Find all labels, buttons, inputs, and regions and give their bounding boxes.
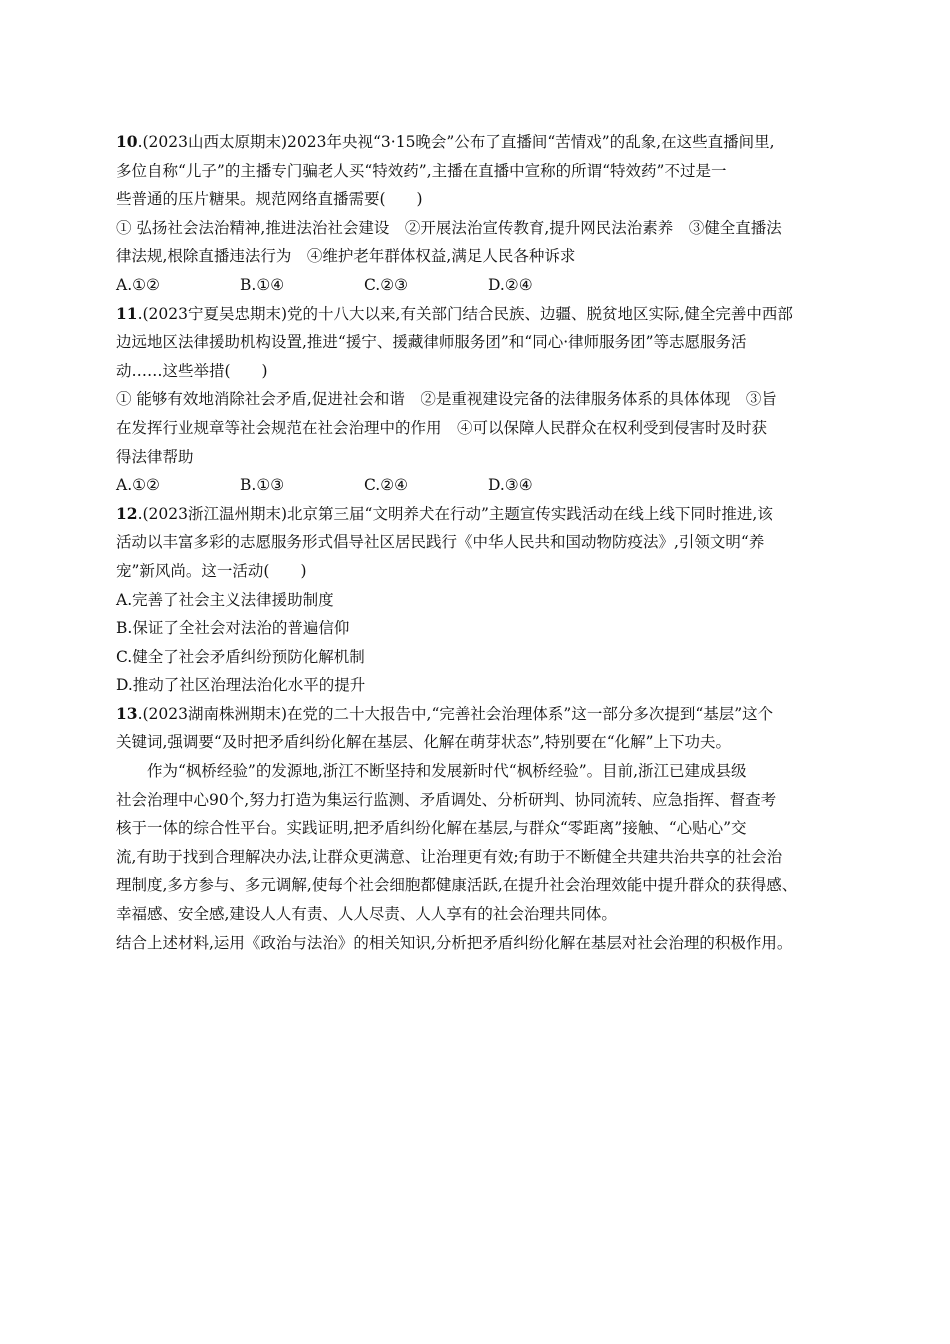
option-b: B.①④ [240,275,285,294]
statement-line: ① 弘扬社会法治精神,推进法治社会建设 ②开展法治宣传教育,提升网民法治素养 ③健全直播法 [116,218,782,237]
material-line: 社会治理中心90个,努力打造为集运行监测、矛盾调处、分析研判、协同流转、应急指挥、督查考 [116,790,777,809]
answer-options [116,471,844,500]
question-number: 13 [116,703,138,723]
statement-line: 在发挥行业规章等社会规范在社会治理中的作用 ④可以保障人民群众在权利受到侵害时及时获 [116,418,768,437]
material-line: 作为“枫桥经验”的发源地,浙江不断坚持和发展新时代“枫桥经验”。目前,浙江已建成县级 [147,762,747,781]
material-line: 流,有助于找到合理解决办法,让群众更满意、让治理更有效;有助于不断健全共建共治共享的社会治 [116,847,783,866]
choice-b: B.保证了全社会对法治的普遍信仰 [116,619,350,638]
choice-c: C.健全了社会矛盾纠纷预防化解机制 [116,647,365,666]
option-d: D.③④ [488,476,533,495]
material-line: 幸福感、安全感,建设人人有责、人人尽责、人人享有的社会治理共同体。 [116,905,617,924]
material-line: 核于一体的综合性平台。实践证明,把矛盾纠纷化解在基层,与群众“零距离”接触、“心贴心”交 [116,819,747,838]
question-stem-line: 关键词,强调要“及时把矛盾纠纷化解在基层、化解在萌芽状态”,特别要在“化解”上下功夫。 [116,733,732,752]
question-12 [116,500,844,700]
choice-d: D.推动了社区治理法治化水平的提升 [116,676,366,695]
question-13 [116,700,844,957]
option-b: B.①③ [240,476,285,495]
answer-options [116,271,844,300]
question-stem-line: 11.(2023宁夏吴忠期末)党的十八大以来,有关部门结合民族、边疆、脱贫地区实际,健全完善中西部 [116,303,793,323]
question-list [116,128,844,957]
option-a: A.①② [116,476,160,495]
statement-line: 律法规,根除直播违法行为 ④维护老年群体权益,满足人民各种诉求 [116,247,576,266]
material-line: 理制度,多方参与、多元调解,使每个社会细胞都健康活跃,在提升社会治理效能中提升群众的获得感、 [116,876,798,895]
option-c: C.②④ [364,476,409,495]
question-number: 12 [116,503,138,523]
question-stem-line: 些普通的压片糖果。规范网络直播需要( ) [116,190,423,209]
question-number: 11 [116,303,138,323]
question-stem-line: 13.(2023湖南株洲期末)在党的二十大报告中,“完善社会治理体系”这一部分多次提到“基层”这个 [116,703,774,723]
question-10 [116,128,844,300]
question-source: .(2023湖南株洲期末) [137,704,288,723]
question-source: .(2023宁夏吴忠期末) [137,304,288,323]
question-source: .(2023山西太原期末) [137,133,288,151]
choice-a: A.完善了社会主义法律援助制度 [116,590,334,609]
question-stem-line: 宠”新风尚。这一活动( ) [116,561,307,580]
task-line: 结合上述材料,运用《政治与法治》的相关知识,分析把矛盾纠纷化解在基层对社会治理的积极作用。 [116,933,793,952]
question-stem-line: 10.(2023山西太原期末)2023年央视“3·15晚会”公布了直播间“苦情戏”的乱象,在这些直播间里, [116,132,775,151]
question-stem-line: 动……这些举措( ) [116,361,268,380]
statement-line: 得法律帮助 [116,447,194,466]
question-source: .(2023浙江温州期末) [137,504,288,523]
question-number: 10 [116,132,138,151]
question-stem-line: 12.(2023浙江温州期末)北京第三届“文明养犬在行动”主题宣传实践活动在线上线下同时推进,该 [116,503,773,523]
option-d: D.②④ [488,275,533,294]
question-stem-line: 多位自称“儿子”的主播专门骗老人买“特效药”,主播在直播中宣称的所谓“特效药”不过是一 [116,161,727,180]
option-c: C.②③ [364,275,409,294]
statement-line: ① 能够有效地消除社会矛盾,促进社会和谐 ②是重视建设完备的法律服务体系的具体体现 ③旨 [116,390,777,409]
question-stem-line: 活动以丰富多彩的志愿服务形式倡导社区居民践行《中华人民共和国动物防疫法》,引领文明“养 [116,533,765,552]
question-stem-line: 边远地区法律援助机构设置,推进“援宁、援藏律师服务团”和“同心·律师服务团”等志愿服务活 [116,333,747,352]
question-11 [116,300,844,500]
option-a: A.①② [116,275,160,294]
